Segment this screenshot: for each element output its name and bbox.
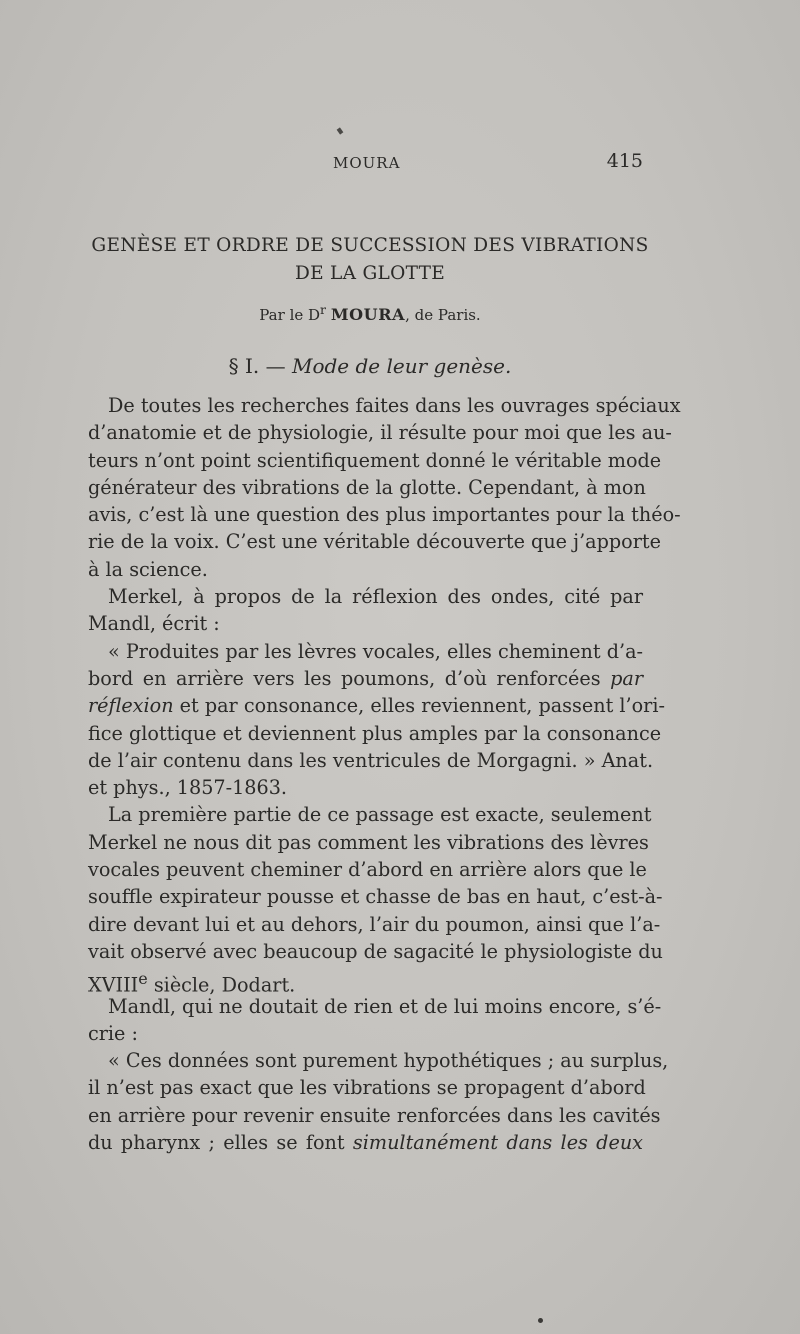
text-line: Mandl, écrit : (88, 612, 220, 636)
text-line: La première partie de ce passage est exacte, seulement (108, 803, 652, 827)
page-header (88, 150, 643, 180)
text-fragment: et par consonance, elles reviennent, passent l’ori- (173, 694, 665, 718)
text-line (88, 665, 643, 692)
text-line: rie de la voix. C’est une véritable découverte que j’apporte (88, 530, 661, 554)
text-line (88, 1129, 643, 1156)
text-line: à la science. (88, 557, 208, 581)
author-name: MOURA (330, 305, 406, 324)
text-line: d’anatomie et de physiologie, il résulte pour moi que les au- (88, 421, 672, 445)
text-line: fice glottique et deviennent plus amples par la consonance (88, 721, 662, 745)
text-line: Merkel ne nous dit pas comment les vibrations des lèvres (88, 830, 649, 854)
text-line (88, 965, 643, 997)
text-fragment-italic: par (610, 666, 643, 690)
running-head: MOURA (333, 154, 401, 172)
text-line: générateur des vibrations de la glotte. Cependant, à mon (88, 475, 646, 499)
text-line: Merkel, à propos de la réflexion des ondes, cité par (108, 585, 643, 609)
body-text (88, 392, 681, 1156)
text-line: dire devant lui et au dehors, l’air du poumon, ainsi que l’a- (88, 912, 661, 936)
text-fragment: siècle, Dodart. (147, 973, 296, 997)
text-line: vocales peuvent cheminer d’abord en arrière alors que le (88, 858, 647, 882)
byline-suffix: , de Paris. (405, 306, 481, 324)
section-title: Mode de leur genèse. (291, 354, 512, 378)
text-fragment: bord en arrière vers les poumons, d’où renforcées (88, 666, 611, 690)
text-line: souffle expirateur pousse et chasse de bas en haut, c’est-à- (88, 885, 663, 909)
text-line: en arrière pour revenir ensuite renforcées dans les cavités (88, 1103, 661, 1127)
title-line-1: GENÈSE ET ORDRE DE SUCCESSION DES VIBRATIONS (91, 235, 649, 256)
text-line: teurs n’ont point scientifiquement donné le véritable mode (88, 448, 662, 472)
text-line: vait observé avec beaucoup de sagacité le physiologiste du (88, 939, 663, 963)
ink-speck (538, 1318, 543, 1323)
text-line: il n’est pas exact que les vibrations se propagent d’abord (88, 1076, 646, 1100)
article-title (60, 232, 680, 288)
text-line: « Produites par les lèvres vocales, elles cheminent d’a- (108, 639, 643, 663)
text-line: De toutes les recherches faites dans les ouvrages spéciaux (108, 394, 681, 417)
text-line: « Ces données sont purement hypothétiques ; au surplus, (108, 1049, 669, 1073)
text-fragment-italic: simultanément dans les deux (352, 1131, 643, 1155)
text-fragment: du pharynx ; elles se font (88, 1131, 353, 1155)
text-superscript: e (138, 969, 148, 989)
ink-mark (337, 127, 344, 134)
title-line-2: DE LA GLOTTE (294, 263, 446, 284)
section-heading (60, 354, 680, 378)
page-number: 415 (606, 150, 643, 172)
text-line: avis, c’est là une question des plus importantes pour la théo- (88, 503, 681, 527)
byline-superscript: r (320, 302, 327, 317)
text-line: et phys., 1857-1863. (88, 776, 288, 800)
text-line (88, 692, 665, 719)
section-number: § I. — (228, 354, 292, 378)
text-line: de l’air contenu dans les ventricules de Morgagni. » Anat. (88, 748, 654, 772)
text-fragment-italic: réflexion (88, 694, 174, 718)
byline (60, 302, 680, 324)
text-fragment: XVIII (88, 973, 139, 997)
text-line: Mandl, qui ne doutait de rien et de lui moins encore, s’é- (108, 994, 662, 1018)
text-line: crie : (88, 1021, 138, 1045)
byline-prefix: Par le D (259, 306, 321, 324)
